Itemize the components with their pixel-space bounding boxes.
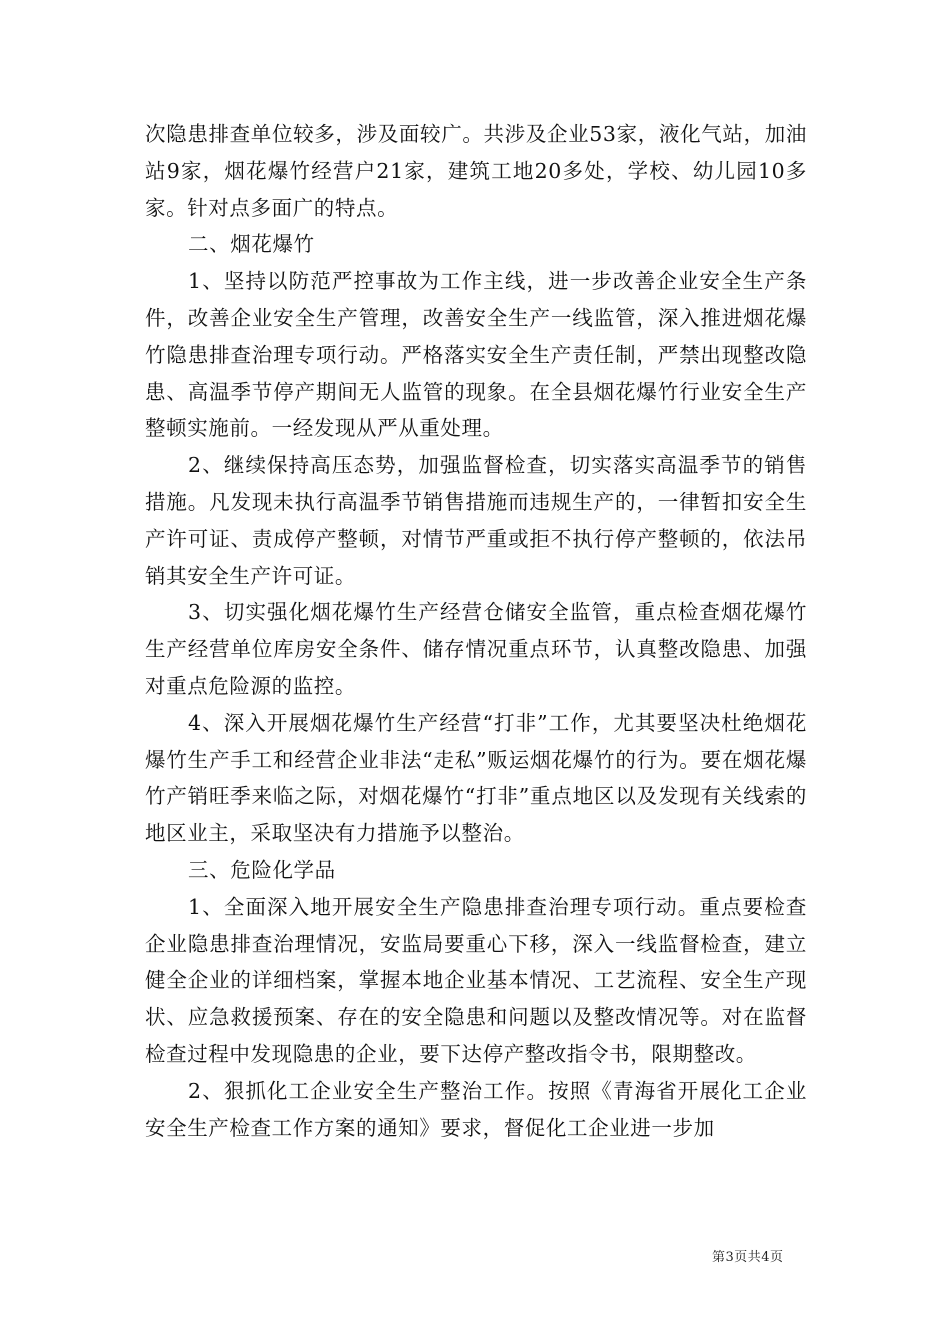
paragraph-fireworks-4: 4、深入开展烟花爆竹生产经营“打非”工作，尤其要坚决杜绝烟花爆竹生产手工和经营企业非法“走私”贩运烟花爆竹的行为。要在烟花爆竹产销旺季来临之际，对烟花爆竹“打非”重点地区以及发现有关线索的地区业主，采取坚决有力措施予以整治。 [145,710,807,846]
paragraph-chemicals-1: 1、全面深入地开展安全生产隐患排查治理专项行动。重点要检查企业隐患排查治理情况，安监局要重心下移，深入一线监督检查，建立健全企业的详细档案，掌握本地企业基本情况、工艺流程、安全生产现状、应急救援预案、存在的安全隐患和问题以及整改情况等。对在监督检查过程中发现隐患的企业，要下达停产整改指令书，限期整改。 [145,894,807,1066]
document-body [145,116,807,1146]
paragraph-chemicals-2: 2、狠抓化工企业安全生产整治工作。按照《青海省开展化工企业安全生产检查工作方案的通知》要求，督促化工企业进一步加 [145,1078,807,1140]
paragraph-continuation: 次隐患排查单位较多，涉及面较广。共涉及企业53家，液化气站，加油站9家，烟花爆竹经营户21家，建筑工地20多处，学校、幼儿园10多家。针对点多面广的特点。 [145,122,807,220]
section-heading-fireworks: 二、烟花爆竹 [188,232,315,257]
paragraph-fireworks-2: 2、继续保持高压态势，加强监督检查，切实落实高温季节的销售措施。凡发现未执行高温季节销售措施而违规生产的，一律暂扣安全生产许可证、责成停产整顿，对情节严重或拒不执行停产整顿的，依法吊销其安全生产许可证。 [145,453,807,588]
paragraph-fireworks-3: 3、切实强化烟花爆竹生产经营仓储安全监管，重点检查烟花爆竹生产经营单位库房安全条件、储存情况重点环节，认真整改隐患、加强对重点危险源的监控。 [145,600,807,698]
paragraph-fireworks-1: 1、坚持以防范严控事故为工作主线，进一步改善企业安全生产条件，改善企业安全生产管理，改善安全生产一线监管，深入推进烟花爆竹隐患排查治理专项行动。严格落实安全生产责任制，严禁出现整改隐患、高温季节停产期间无人监管的现象。在全县烟花爆竹行业安全生产整顿实施前。一经发现从严从重处理。 [145,269,807,441]
section-heading-chemicals: 三、危险化学品 [188,857,336,882]
page-number-footer: 第3页共4页 [712,1250,784,1265]
